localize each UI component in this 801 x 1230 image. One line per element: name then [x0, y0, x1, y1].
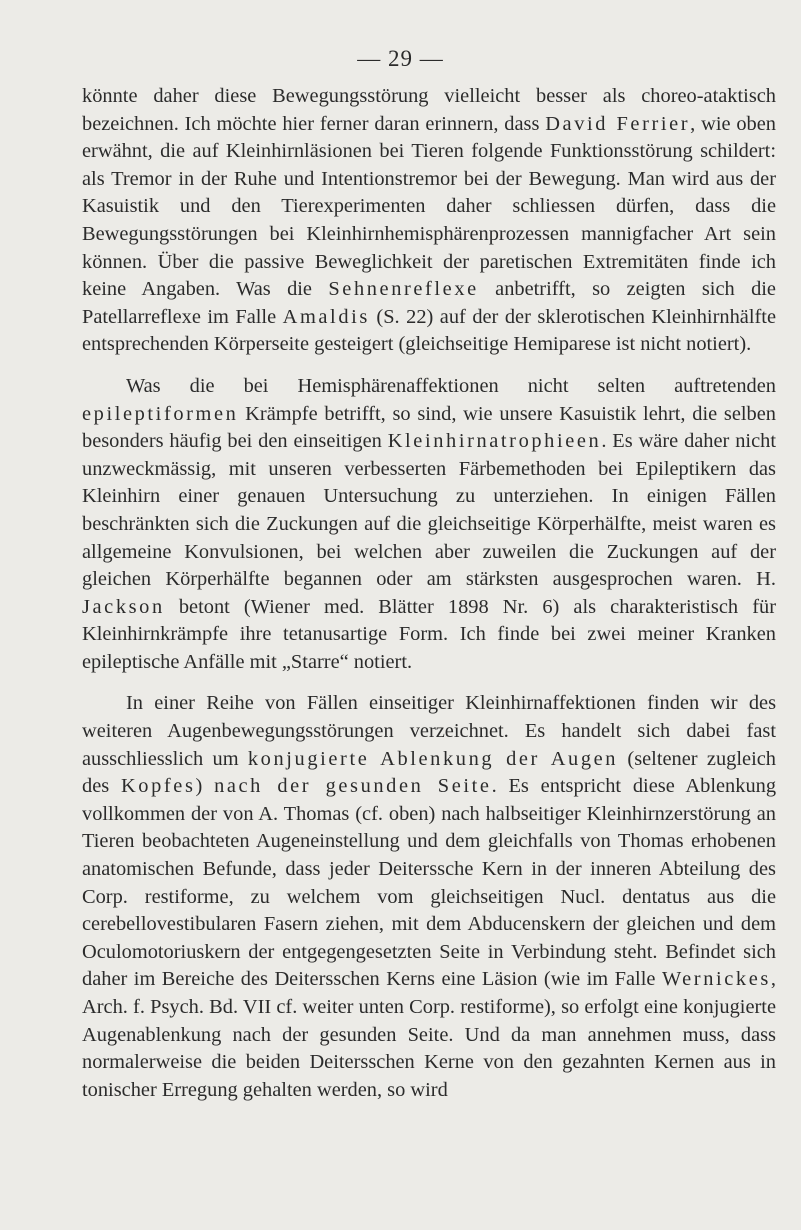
paragraph-2-text-1: Was die bei Hemisphärenaffektionen nicht selten auftretenden: [126, 374, 776, 397]
paragraph-1-text-4: (S. 22) auf der der sklerotischen Kleinhirnhälfte entsprechenden Körperseite gesteigert (gleichseitige Hemiparese ist nicht notiert).: [82, 305, 776, 356]
term-sehnenreflexe: Sehnenreflexe: [328, 278, 479, 301]
paragraph-2-text-4: betont (Wiener med. Blätter 1898 Nr. 6) als charakteristisch für Kleinhirnkrämpfe ihre tetanusartige Form. Ich finde bei zwei meiner Kranken epileptische Anfälle mit „Starre“ notiert.: [82, 595, 776, 673]
paragraph-3-text-3: ): [195, 775, 215, 798]
paragraph-3-text-2: (seltener zugleich des: [82, 747, 776, 798]
body-text: [82, 83, 776, 1104]
paragraph-2-text-2: Krämpfe betrifft, so sind, wie unsere Kasuistik lehrt, die selben besonders häufig bei den einseitigen: [82, 402, 776, 453]
paragraph-2-text-3: . Es wäre daher nicht unzweckmässig, mit unseren verbesserten Färbemethoden bei Epileptikern das Kleinhirn einer genauen Untersuchung zu unterziehen. In einigen Fällen beschränkten sich die Zuckungen auf die gleichseitige Körperhälfte, meist waren es allgemeine Konvulsionen, bei welchen aber zuweilen die Zuckungen auf der gleichen Körperhälfte begannen oder am stärksten ausgesprochen waren. H.: [82, 430, 776, 591]
paragraph-2: [82, 373, 776, 677]
author-name-ferrier: David Ferrier: [545, 112, 691, 135]
term-kleinhirnatrophieen: Kleinhirnatrophieen: [387, 430, 602, 453]
author-name-amaldi: Amaldis: [282, 305, 370, 328]
paragraph-1-text-2: , wie oben erwähnt, die auf Kleinhirnläsionen bei Tieren folgende Funktionsstörung schildert: als Tremor in der Ruhe und Intentionstremor bei der Bewegung. Man wird aus der Kasuistik und den Tierexperimenten daher schliessen dürfen, dass die Bewegungsstörungen bei Kleinhirnhemisphärenprozessen mannigfacher Art sein können. Über die passive Beweglichkeit der paretischen Extremitäten finde ich keine Angaben. Was die: [82, 112, 776, 301]
paragraph-3-text-1: In einer Reihe von Fällen einseitiger Kleinhirnaffektionen finden wir des weiteren Augenbewegungsstörungen verzeichnet. Es handelt sich dabei fast ausschliesslich um: [82, 692, 776, 770]
author-name-jackson: Jackson: [82, 595, 165, 618]
paragraph-3: [82, 690, 776, 1104]
term-epileptiformen: epileptiformen: [82, 402, 239, 425]
page-number: — 29 —: [357, 46, 444, 71]
term-kopfes: Kopfes: [120, 775, 196, 798]
author-name-wernicke: Wernickes: [661, 968, 771, 991]
paragraph-1: [82, 83, 776, 359]
term-konjugierte-ablenkung: konjugierte Ablenkung der Augen: [247, 747, 619, 770]
paragraph-3-text-4: . Es entspricht diese Ablenkung vollkommen der von A. Thomas (cf. oben) nach halbseitiger Kleinhirnzerstörung an Tieren beobachteten Augeneinstellung und dem gleichfalls von Thomas erhobenen anatomischen Befunde, dass jeder Deiterssche Kern in der inneren Abteilung des Corp. restiforme, zu welchem vom gleichseitigen Nucl. dentatus aus die cerebellovestibularen Fasern ziehen, mit dem Abducenskern der gleichen und dem Oculomotoriuskern der entgegengesetzten Seite in Verbindung steht. Befindet sich daher im Bereiche des Deitersschen Kerns eine Läsion (wie im Falle: [82, 775, 777, 991]
paragraph-3-text-5: , Arch. f. Psych. Bd. VII cf. weiter unten Corp. restiforme), so erfolgt eine konjugierte Augenablenkung nach der gesunden Seite. Und da man annehmen muss, dass normalerweise die beiden Deitersschen Kerne von den gezahnten Kernen aus in tonischer Erregung gehalten werden, so wird: [82, 968, 776, 1101]
paragraph-1-text-1: könnte daher diese Bewegungsstörung vielleicht besser als choreo-ataktisch bezeichnen. Ich möchte hier ferner daran erinnern, dass: [82, 85, 776, 135]
term-gesunden-seite: nach der gesunden Seite: [214, 775, 492, 798]
paragraph-1-text-3: anbetrifft, so zeigten sich die Patellarreflexe im Falle: [82, 278, 776, 328]
